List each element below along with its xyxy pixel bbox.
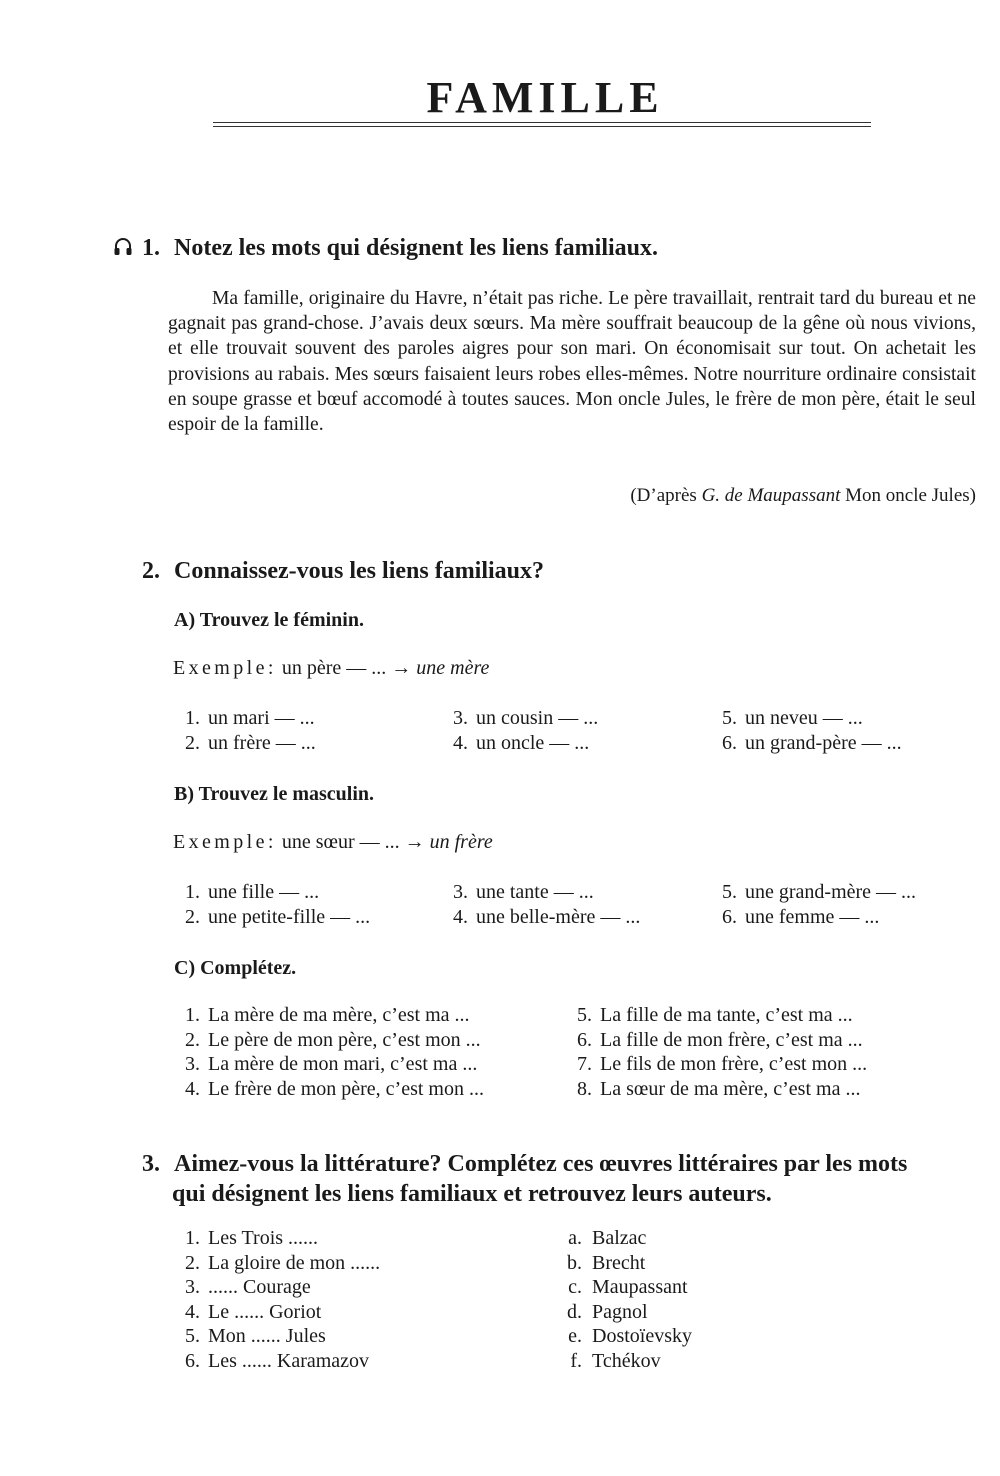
list-item — [709, 706, 902, 731]
list-item — [440, 731, 598, 756]
paragraph-line: son mari. On économisait sur tout. On achetait les provisions au rabais. Mes sœurs — [168, 338, 976, 385]
list-item — [560, 1275, 692, 1300]
item-number: 2. — [185, 1251, 200, 1274]
item-number: 3. — [185, 1053, 200, 1076]
list-item — [172, 905, 370, 930]
authors-list — [560, 1226, 692, 1374]
list-item — [440, 706, 598, 731]
list-item — [560, 1251, 692, 1276]
item-text: un grand-père — ... — [745, 731, 902, 754]
partA-heading: A) Trouvez le féminin. — [174, 609, 364, 631]
partB-example-label: Exemple: — [173, 831, 277, 853]
paragraph-line: beaucoup de la gêne où nous vivions, et elle trouvait souvent des paroles aigres pour — [168, 313, 976, 360]
source-citation — [630, 484, 976, 508]
item-text: Le ...... Goriot — [208, 1300, 322, 1323]
item-number: 3. — [453, 707, 468, 729]
partC-col2 — [564, 1003, 867, 1101]
item-text: un oncle — ... — [476, 731, 590, 754]
item-text: un mari — ... — [208, 707, 315, 729]
list-item — [172, 1052, 484, 1077]
item-number: 3. — [185, 1276, 200, 1299]
list-item — [560, 1349, 692, 1374]
item-text: Mon ...... Jules — [208, 1325, 326, 1348]
item-text: La fille de ma tante, c’est ma ... — [600, 1004, 853, 1026]
item-text: une femme — ... — [745, 905, 880, 928]
item-number: d. — [567, 1300, 582, 1323]
item-text: une grand-mère — ... — [745, 881, 917, 903]
section1-paragraph — [168, 286, 976, 437]
partA-col1 — [172, 706, 316, 755]
list-item — [172, 1226, 380, 1251]
item-number: 5. — [577, 1004, 592, 1026]
partB-example-text: une sœur — ... → — [281, 831, 425, 853]
item-text: un frère — ... — [208, 731, 316, 754]
partA-example-answer: une mère — [416, 657, 490, 679]
item-number: c. — [568, 1276, 582, 1299]
item-text: Pagnol — [592, 1300, 648, 1323]
list-item — [172, 731, 316, 756]
item-text: Tchékov — [592, 1349, 661, 1372]
section1-title: Notez les mots qui désignent les liens familiaux. — [174, 235, 658, 261]
title-rule-bottom — [213, 126, 871, 127]
item-text: Le frère de mon père, c’est mon ... — [208, 1077, 484, 1100]
item-text: une tante — ... — [476, 881, 594, 903]
item-text: La gloire de mon ...... — [208, 1251, 381, 1274]
section3-title-line1: Aimez-vous la littérature? Complétez ces œuvres littéraires par les mots — [174, 1151, 908, 1177]
item-number: 1. — [185, 707, 200, 729]
item-text: Le père de mon père, c’est mon ... — [208, 1028, 481, 1051]
item-text: Les ...... Karamazov — [208, 1349, 370, 1372]
item-text: une petite-fille — ... — [208, 905, 371, 928]
section1-number: 1. — [142, 235, 160, 261]
item-text: Dostoïevsky — [592, 1325, 692, 1348]
partB-heading: B) Trouvez le masculin. — [174, 783, 374, 805]
source-author: G. de Maupassant — [701, 485, 841, 506]
partB-col1 — [172, 880, 370, 929]
list-item — [440, 880, 640, 905]
list-item — [560, 1324, 692, 1349]
list-item — [564, 1077, 867, 1102]
list-item — [560, 1226, 692, 1251]
item-text: La mère de ma mère, c’est ma ... — [208, 1004, 470, 1026]
paragraph-line: Ma famille, originaire du Havre, n’était pas riche. Le père travaillait, rentrait tard — [212, 288, 850, 309]
section1-heading — [142, 233, 658, 263]
item-number: 6. — [577, 1028, 592, 1051]
paragraph-line: faisaient leurs robes elles-mêmes. Notre nourriture ordinaire consistait en soupe grasse — [168, 363, 976, 410]
list-item — [172, 1251, 380, 1276]
list-item — [560, 1300, 692, 1325]
item-number: e. — [568, 1325, 582, 1348]
item-number: 2. — [185, 905, 200, 928]
item-number: 3. — [453, 881, 468, 903]
list-item — [172, 1324, 380, 1349]
partB-col3 — [709, 880, 916, 929]
item-text: un neveu — ... — [745, 707, 863, 729]
item-number: 1. — [185, 1004, 200, 1026]
list-item — [709, 905, 916, 930]
item-number: 2. — [185, 731, 200, 754]
section2-heading — [142, 556, 544, 586]
item-text: La sœur de ma mère, c’est ma ... — [600, 1077, 861, 1100]
item-number: 7. — [577, 1053, 592, 1076]
section2-title: Connaissez-vous les liens familiaux? — [174, 558, 545, 584]
partA-col3 — [709, 706, 902, 755]
item-text: un cousin — ... — [476, 707, 599, 729]
list-item — [709, 880, 916, 905]
headphones-icon — [113, 237, 133, 257]
list-item — [564, 1028, 867, 1053]
item-text: La fille de mon frère, c’est ma ... — [600, 1028, 863, 1051]
paragraph-line: espoir de la famille. — [168, 414, 324, 436]
partC-col1 — [172, 1003, 484, 1101]
item-number: 1. — [185, 881, 200, 903]
item-text: une belle-mère — ... — [476, 905, 641, 928]
item-number: a. — [568, 1227, 582, 1249]
page-title: FAMILLE — [426, 73, 664, 122]
section2-number: 2. — [142, 558, 160, 584]
item-text: Balzac — [592, 1227, 647, 1249]
partA-example-label: Exemple: — [173, 657, 277, 679]
list-item — [172, 1077, 484, 1102]
item-number: 6. — [722, 905, 737, 928]
list-item — [172, 1275, 380, 1300]
list-item — [564, 1003, 867, 1028]
partA-col2 — [440, 706, 598, 755]
item-number: 6. — [185, 1349, 200, 1372]
item-text: Les Trois ...... — [208, 1227, 319, 1249]
item-text: Maupassant — [592, 1276, 688, 1299]
list-item — [172, 880, 370, 905]
item-number: 5. — [722, 881, 737, 903]
section3-heading — [142, 1149, 982, 1209]
item-number: b. — [567, 1251, 582, 1274]
list-item — [709, 731, 902, 756]
partA-example — [173, 656, 489, 681]
item-number: 4. — [185, 1077, 200, 1100]
item-number: 2. — [185, 1028, 200, 1051]
item-number: 5. — [722, 707, 737, 729]
item-number: f. — [570, 1349, 582, 1372]
partB-example-answer: un frère — [429, 831, 493, 853]
item-number: 5. — [185, 1325, 200, 1348]
section3-number: 3. — [142, 1151, 160, 1177]
partB-col2 — [440, 880, 640, 929]
list-item — [172, 706, 316, 731]
list-item — [440, 905, 640, 930]
partB-example — [173, 830, 493, 855]
source-prefix: (D’après — [630, 485, 697, 506]
item-number: 4. — [453, 731, 468, 754]
section3-title-line2: qui désignent les liens familiaux et retrouvez leurs auteurs. — [172, 1181, 772, 1207]
list-item — [172, 1349, 380, 1374]
item-text: Le fils de mon frère, c’est mon ... — [600, 1053, 868, 1076]
item-text: ...... Courage — [208, 1276, 311, 1299]
source-title: Mon oncle Jules) — [845, 485, 976, 506]
item-number: 1. — [185, 1227, 200, 1249]
list-item — [564, 1052, 867, 1077]
list-item — [172, 1300, 380, 1325]
item-text: Brecht — [592, 1251, 646, 1274]
works-list — [172, 1226, 380, 1374]
item-number: 4. — [185, 1300, 200, 1323]
list-item — [172, 1028, 484, 1053]
item-number: 6. — [722, 731, 737, 754]
item-number: 8. — [577, 1077, 592, 1100]
partC-heading: C) Complétez. — [174, 957, 297, 979]
list-item — [172, 1003, 484, 1028]
paragraph-line: et bœuf accomodé à toutes sauces. Mon oncle Jules, le frère de mon père, était le seul — [297, 388, 976, 410]
paragraph-line: du bureau et ne gagnait pas grand-chose. J’avais deux sœurs. Ma mère souffrait — [168, 288, 977, 335]
title-rule-top — [213, 122, 871, 123]
item-text: une fille — ... — [208, 881, 320, 903]
item-text: La mère de mon mari, c’est ma ... — [208, 1053, 478, 1076]
item-number: 4. — [453, 905, 468, 928]
partA-example-text: un père — ... → — [281, 657, 412, 679]
